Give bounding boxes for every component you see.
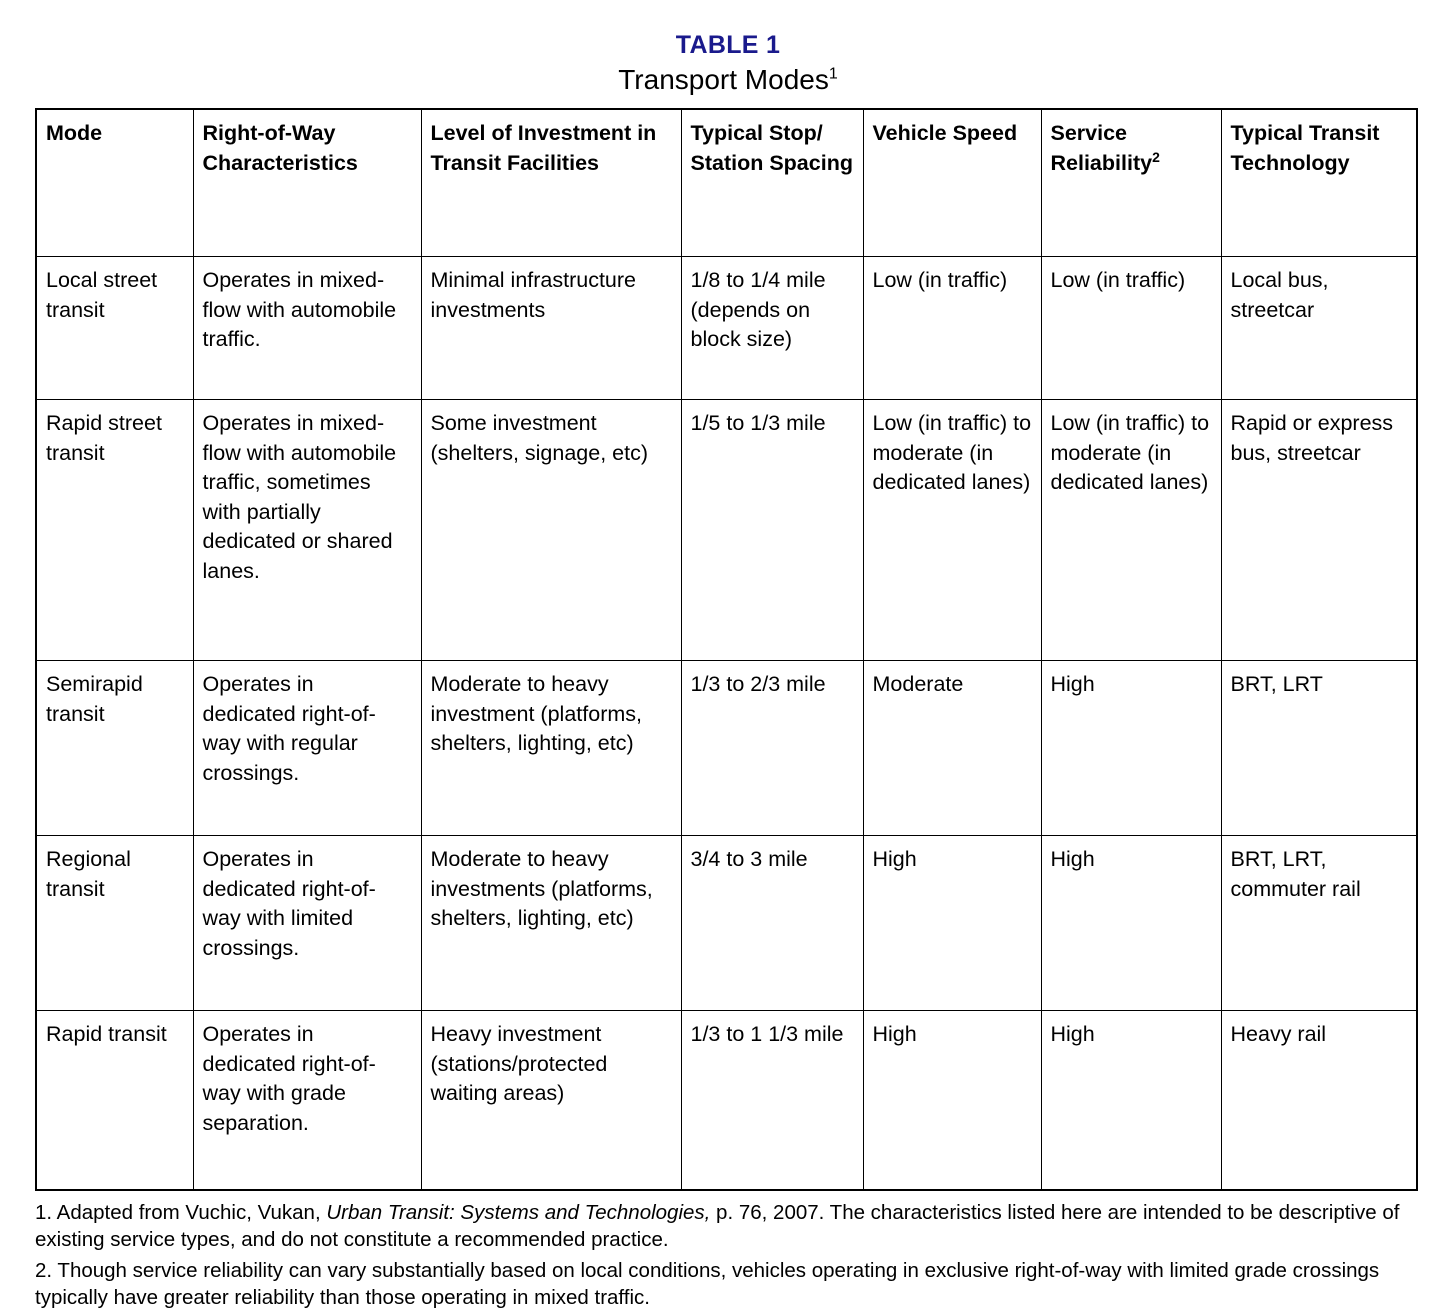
cell-vehicle-speed: Low (in traffic) xyxy=(863,257,1041,400)
cell-investment: Moderate to heavy investments (platforms, shelters, lighting, etc) xyxy=(421,836,681,1011)
cell-mode: Rapid street transit xyxy=(36,400,193,661)
cell-transit-technology: BRT, LRT xyxy=(1221,661,1417,836)
cell-right-of-way: Operates in dedicated right-of-way with grade separation. xyxy=(193,1011,421,1191)
table-row xyxy=(36,1011,1417,1191)
cell-stop-spacing: 1/3 to 1 1/3 mile xyxy=(681,1011,863,1191)
cell-service-reliability: Low (in traffic) xyxy=(1041,257,1221,400)
column-header-service-reliability xyxy=(1041,109,1221,257)
cell-investment: Minimal infrastructure investments xyxy=(421,257,681,400)
column-header-mode xyxy=(36,109,193,257)
cell-vehicle-speed: High xyxy=(863,836,1041,1011)
table-row xyxy=(36,836,1417,1011)
cell-investment: Heavy investment (stations/protected waiting areas) xyxy=(421,1011,681,1191)
cell-stop-spacing: 3/4 to 3 mile xyxy=(681,836,863,1011)
column-header-stop-spacing-label: Typical Stop/ Station Spacing xyxy=(690,121,853,175)
column-header-right-of-way-label: Right-of-Way Characteristics xyxy=(202,121,358,175)
table-caption-text: Transport Modes xyxy=(618,64,829,95)
footnote-1 xyxy=(35,1199,1416,1253)
cell-service-reliability: High xyxy=(1041,1011,1221,1191)
table-row xyxy=(36,661,1417,836)
cell-service-reliability: High xyxy=(1041,836,1221,1011)
cell-transit-technology: Rapid or express bus, streetcar xyxy=(1221,400,1417,661)
table-number: TABLE 1 xyxy=(675,31,781,59)
cell-mode: Regional transit xyxy=(36,836,193,1011)
cell-vehicle-speed: Low (in traffic) to moderate (in dedicated lanes) xyxy=(863,400,1041,661)
column-header-vehicle-speed-label: Vehicle Speed xyxy=(872,121,1018,145)
footnote-1-part2: p. 76, 2007. The characteristics listed here are intended to be descriptive of existing service types, and do not constitute a recommended practice. xyxy=(35,1201,1400,1251)
column-header-investment xyxy=(421,109,681,257)
column-header-service-reliability-label: Service Reliability xyxy=(1050,121,1153,175)
cell-transit-technology: BRT, LRT, commuter rail xyxy=(1221,836,1417,1011)
column-header-right-of-way xyxy=(193,109,421,257)
cell-mode: Local street transit xyxy=(36,257,193,400)
cell-service-reliability: Low (in traffic) to moderate (in dedicated lanes) xyxy=(1041,400,1221,661)
table-caption xyxy=(0,62,1456,98)
cell-transit-technology: Local bus, streetcar xyxy=(1221,257,1417,400)
cell-right-of-way: Operates in dedicated right-of-way with regular crossings. xyxy=(193,661,421,836)
cell-stop-spacing: 1/5 to 1/3 mile xyxy=(681,400,863,661)
cell-vehicle-speed: Moderate xyxy=(863,661,1041,836)
cell-investment: Some investment (shelters, signage, etc) xyxy=(421,400,681,661)
column-header-transit-technology-label: Typical Transit Technology xyxy=(1230,121,1380,175)
cell-stop-spacing: 1/3 to 2/3 mile xyxy=(681,661,863,836)
cell-right-of-way: Operates in mixed-flow with automobile traffic, sometimes with partially dedicated or shared lanes. xyxy=(193,400,421,661)
cell-mode: Semirapid transit xyxy=(36,661,193,836)
table-caption-footnote-marker: 1 xyxy=(828,65,838,83)
column-header-transit-technology xyxy=(1221,109,1417,257)
table-row xyxy=(36,257,1417,400)
cell-transit-technology: Heavy rail xyxy=(1221,1011,1417,1191)
table-title-block xyxy=(0,0,1456,98)
cell-vehicle-speed: High xyxy=(863,1011,1041,1191)
transport-modes-table xyxy=(35,108,1418,1191)
column-header-investment-label: Level of Investment in Transit Facilities xyxy=(430,121,657,175)
table-row xyxy=(36,400,1417,661)
cell-right-of-way: Operates in mixed-flow with automobile traffic. xyxy=(193,257,421,400)
table-container xyxy=(35,108,1416,1191)
column-header-mode-label: Mode xyxy=(46,121,103,145)
column-header-vehicle-speed xyxy=(863,109,1041,257)
footnote-1-source-title: Urban Transit: Systems and Technologies, xyxy=(326,1201,711,1224)
table-header-row xyxy=(36,109,1417,257)
footnotes-block xyxy=(35,1199,1416,1311)
cell-mode: Rapid transit xyxy=(36,1011,193,1191)
cell-service-reliability: High xyxy=(1041,661,1221,836)
column-header-stop-spacing xyxy=(681,109,863,257)
cell-right-of-way: Operates in dedicated right-of-way with limited crossings. xyxy=(193,836,421,1011)
cell-investment: Moderate to heavy investment (platforms, shelters, lighting, etc) xyxy=(421,661,681,836)
footnote-2: 2. Though service reliability can vary substantially based on local conditions, vehicles operating in exclusive right-of-way with limited grade crossings typically have greater reliability than those operating in mixed traffic. xyxy=(35,1259,1380,1309)
footnote-1-part1: 1. Adapted from Vuchic, Vukan, xyxy=(35,1201,327,1224)
column-header-service-reliability-footnote-marker: 2 xyxy=(1152,148,1160,165)
cell-stop-spacing: 1/8 to 1/4 mile (depends on block size) xyxy=(681,257,863,400)
